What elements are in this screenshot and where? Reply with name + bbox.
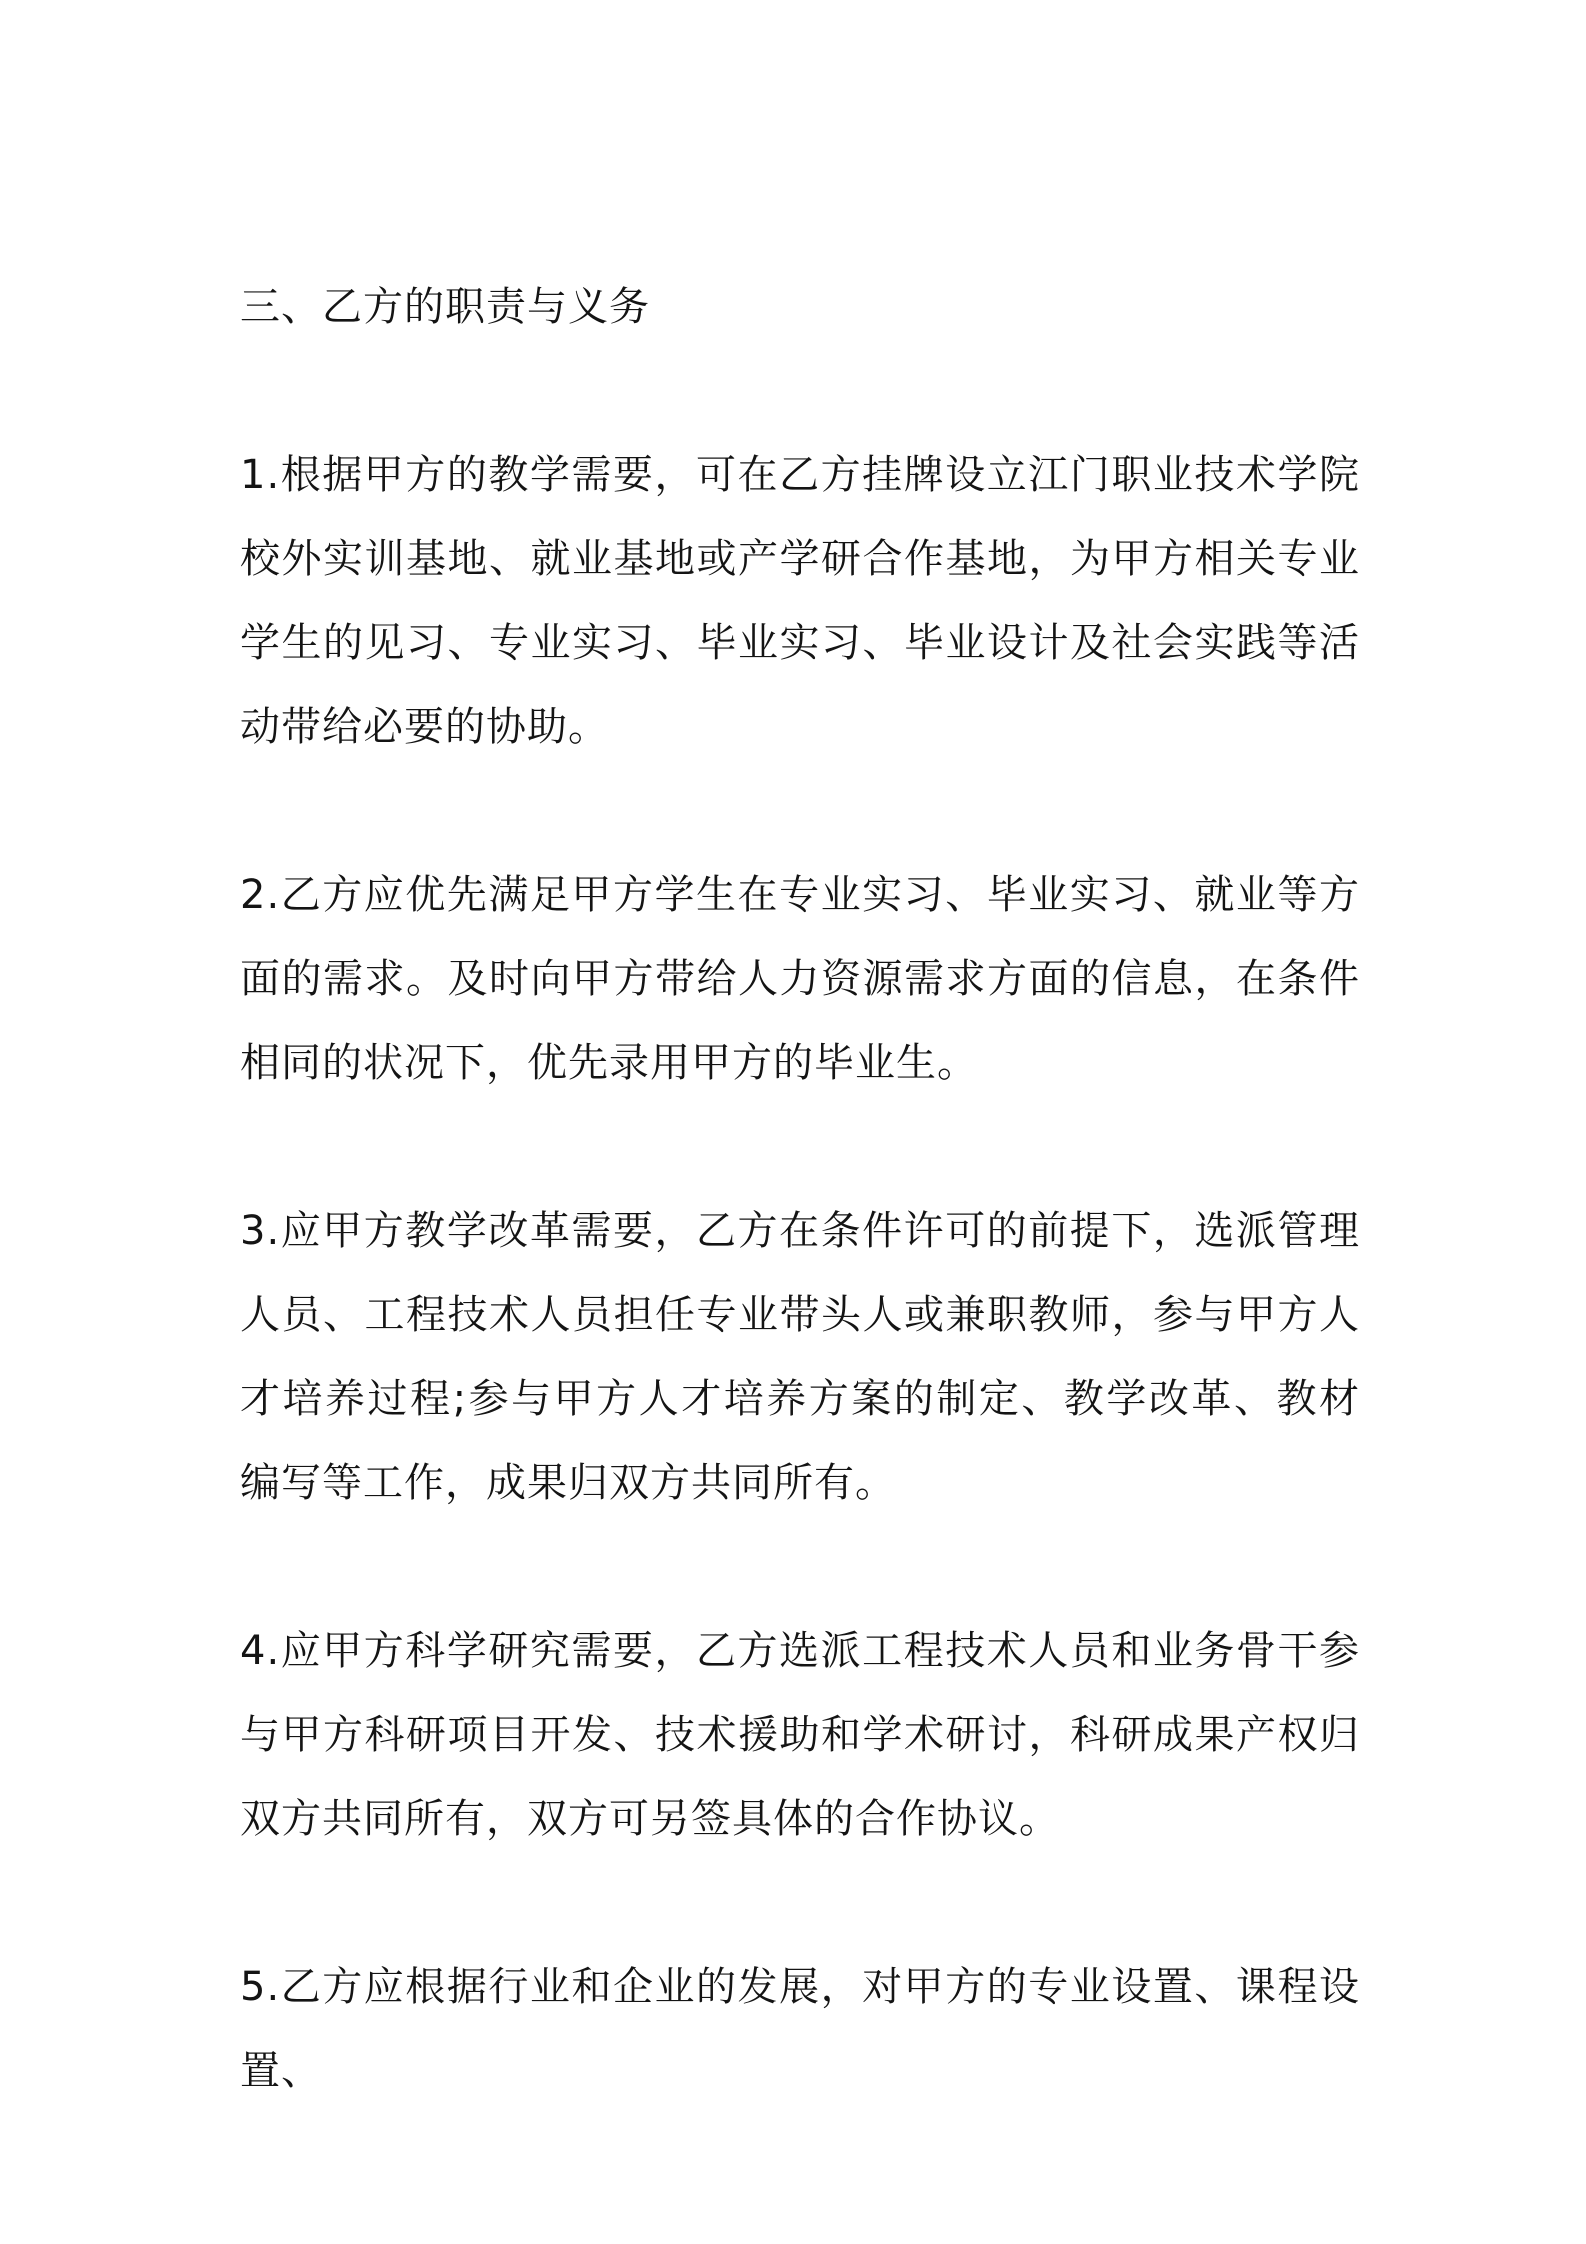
section-heading: 三、乙方的职责与义务 xyxy=(240,284,650,330)
paragraph-2: 2.乙方应优先满足甲方学生在专业实习、毕业实习、就业等方面的需求。及时向甲方带给人力资源需求方面的信息，在条件相同的状况下，优先录用甲方的毕业生。 xyxy=(240,872,1360,1086)
paragraph-5: 5.乙方应根据行业和企业的发展，对甲方的专业设置、课程设置、 xyxy=(240,1964,1360,2094)
paragraph-4: 4.应甲方科学研究需要，乙方选派工程技术人员和业务骨干参与甲方科研项目开发、技术援助和学术研讨，科研成果产权归双方共同所有，双方可另签具体的合作协议。 xyxy=(240,1628,1360,1842)
document-body xyxy=(240,265,1360,2113)
paragraph-3: 3.应甲方教学改革需要，乙方在条件许可的前提下，选派管理人员、工程技术人员担任专业带头人或兼职教师，参与甲方人才培养过程;参与甲方人才培养方案的制定、教学改革、教材编写等工作，成果归双方共同所有。 xyxy=(240,1208,1360,1506)
paragraph-1: 1.根据甲方的教学需要，可在乙方挂牌设立江门职业技术学院校外实训基地、就业基地或产学研合作基地，为甲方相关专业学生的见习、专业实习、毕业实习、毕业设计及社会实践等活动带给必要的协助。 xyxy=(240,452,1360,750)
